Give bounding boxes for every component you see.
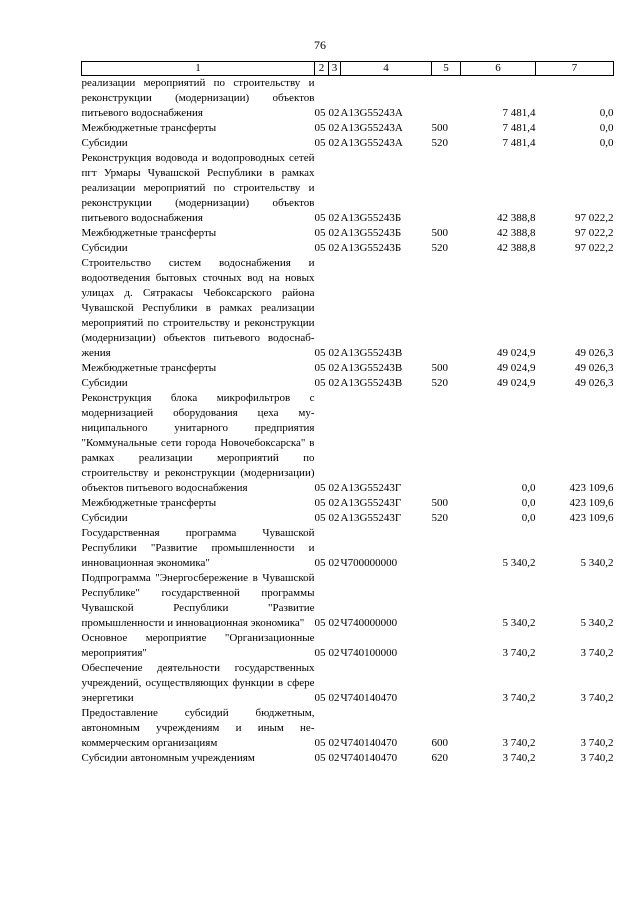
row-amount-year-2: 49 026,3: [575, 347, 614, 359]
row-subsection: 02: [328, 242, 340, 254]
row-subsection: 02: [328, 752, 340, 764]
row-amount-year-2: 423 109,6: [569, 512, 614, 524]
row-target-item: A13G55243Г: [340, 497, 402, 509]
column-header-expense-type: 5: [432, 62, 461, 76]
row-section: 05: [314, 497, 326, 509]
row-target-item: A13G55243Б: [340, 227, 402, 239]
row-expense-type: [432, 391, 461, 496]
row-name: Субсидии автономным учреждениям: [81, 752, 255, 764]
table-row: [82, 241, 614, 256]
row-target-item: A13G55243Б: [340, 212, 402, 224]
row-amount-year-2: 3 740,2: [580, 692, 614, 704]
row-target-item: Ч700000000: [340, 557, 398, 569]
row-name: Субсидии: [81, 512, 128, 524]
row-expense-type: 600: [431, 737, 448, 749]
row-name: Предоставление субсидий бюджетным, автономным учреждениям и иным некоммерческим организациям: [81, 707, 315, 749]
table-row: [82, 76, 614, 122]
table-row: [82, 391, 614, 496]
row-subsection: 02: [328, 347, 340, 359]
row-target-item: A13G55243В: [340, 377, 403, 389]
row-amount-year-2: 0,0: [599, 137, 614, 149]
table-row: [82, 571, 614, 631]
column-header-name: 1: [82, 62, 315, 76]
row-name: Основное мероприятие "Организационные мероприятия": [81, 632, 315, 659]
row-amount-year-2: 423 109,6: [569, 482, 614, 494]
table-row: [82, 751, 614, 766]
row-target-item: Ч740100000: [340, 647, 398, 659]
row-subsection: 02: [328, 482, 340, 494]
page-number: 76: [314, 38, 326, 52]
row-name: Межбюджетные трансферты: [81, 227, 217, 239]
table-row: [82, 361, 614, 376]
row-section: 05: [314, 347, 326, 359]
budget-table: [81, 61, 614, 766]
row-name: реализации мероприятий по строительству и реконструкции (модернизации) объектов питьевого водоснабжения: [81, 77, 315, 119]
table-row: [82, 226, 614, 241]
row-name: Обеспечение деятельности государственных учреждений, осуществляющих функции в сфере энергетики: [81, 662, 315, 704]
row-expense-type: 500: [431, 362, 448, 374]
row-name: Реконструкция блока микрофильтров с модернизацией оборудования цеха муниципального унитарного предприятия "Коммунальные сети города Новочебоксарска" в рамках реализации мероприятий по строительству и реконструкции (модернизации) объектов питьевого водоснабжения: [81, 392, 315, 494]
row-amount-year-1: 3 740,2: [502, 692, 536, 704]
row-expense-type: 520: [431, 377, 448, 389]
row-name: Субсидии: [81, 137, 128, 149]
table-row: [82, 496, 614, 511]
row-amount-year-2: 3 740,2: [580, 737, 614, 749]
row-expense-type: 500: [431, 122, 448, 134]
row-expense-type: 500: [431, 227, 448, 239]
row-section: 05: [314, 137, 326, 149]
column-header-target-item: 4: [341, 62, 432, 76]
row-expense-type: [432, 661, 461, 706]
row-subsection: 02: [328, 212, 340, 224]
row-target-item: A13G55243A: [340, 122, 403, 134]
row-section: 05: [314, 122, 326, 134]
row-target-item: A13G55243В: [340, 362, 403, 374]
row-name: Реконструкция водовода и водопроводных сетей пгт Урмары Чувашской Республики в рамках реализации мероприятий по строительству и реконструкции (модернизации) объектов питьевого водоснабжения: [81, 152, 315, 224]
row-subsection: 02: [328, 122, 340, 134]
row-amount-year-1: 3 740,2: [502, 647, 536, 659]
row-section: 05: [314, 242, 326, 254]
row-subsection: 02: [328, 557, 340, 569]
table-row: [82, 526, 614, 571]
row-section: 05: [314, 692, 326, 704]
row-amount-year-2: 3 740,2: [580, 647, 614, 659]
row-amount-year-2: 0,0: [599, 122, 614, 134]
row-subsection: 02: [328, 497, 340, 509]
row-name: Межбюджетные трансферты: [81, 122, 217, 134]
table-row: [82, 706, 614, 751]
row-section: 05: [314, 362, 326, 374]
row-amount-year-2: 5 340,2: [580, 617, 614, 629]
row-name: Подпрограмма "Энергосбережение в Чувашской Республике" государственной программы Чувашской Республики "Развитие промышленности и инновационная экономика": [81, 572, 315, 629]
row-target-item: A13G55243A: [340, 137, 403, 149]
row-subsection: 02: [328, 107, 340, 119]
row-section: 05: [314, 212, 326, 224]
row-name: Строительство систем водоснабжения и водоотведения бытовых сточных вод на новых улицах д. Сятракасы Чебоксарского района Чувашской Республики в рамках реализации мероприятий по строительству и реконструкции (модернизации) объектов питьевого водоснабжения: [81, 257, 315, 359]
row-name: Субсидии: [81, 242, 128, 254]
table-row: [82, 121, 614, 136]
row-amount-year-1: 5 340,2: [502, 617, 536, 629]
row-expense-type: [432, 76, 461, 122]
row-amount-year-1: 7 481,4: [502, 137, 536, 149]
table-row: [82, 631, 614, 661]
row-amount-year-1: 0,0: [521, 512, 536, 524]
row-section: 05: [314, 557, 326, 569]
table-row: [82, 511, 614, 526]
row-amount-year-1: 0,0: [521, 497, 536, 509]
row-target-item: A13G55243Г: [340, 482, 402, 494]
row-amount-year-1: 42 388,8: [497, 227, 536, 239]
row-section: 05: [314, 377, 326, 389]
column-header-amount-year-1: 6: [461, 62, 536, 76]
table-row: [82, 661, 614, 706]
header-row: [82, 62, 614, 76]
row-amount-year-2: 97 022,2: [575, 242, 614, 254]
row-target-item: Ч740000000: [340, 617, 398, 629]
row-section: 05: [314, 107, 326, 119]
row-target-item: A13G55243В: [340, 347, 403, 359]
row-target-item: Ч740140470: [340, 692, 398, 704]
row-target-item: A13G55243Б: [340, 242, 402, 254]
row-expense-type: 500: [431, 497, 448, 509]
row-amount-year-1: 49 024,9: [497, 347, 536, 359]
row-amount-year-2: 97 022,2: [575, 227, 614, 239]
row-amount-year-2: 49 026,3: [575, 362, 614, 374]
row-subsection: 02: [328, 377, 340, 389]
row-expense-type: 620: [431, 752, 448, 764]
row-section: 05: [314, 647, 326, 659]
row-expense-type: [432, 151, 461, 226]
row-expense-type: 520: [431, 137, 448, 149]
row-section: 05: [314, 512, 326, 524]
table-row: [82, 136, 614, 151]
row-subsection: 02: [328, 512, 340, 524]
row-expense-type: 520: [431, 512, 448, 524]
row-subsection: 02: [328, 737, 340, 749]
row-expense-type: 520: [431, 242, 448, 254]
row-amount-year-2: 97 022,2: [575, 212, 614, 224]
row-amount-year-2: 423 109,6: [569, 497, 614, 509]
row-amount-year-2: 5 340,2: [580, 557, 614, 569]
table-row: [82, 151, 614, 226]
row-name: Субсидии: [81, 377, 128, 389]
row-name: Межбюджетные трансферты: [81, 362, 217, 374]
row-target-item: Ч740140470: [340, 737, 398, 749]
row-expense-type: [432, 631, 461, 661]
row-amount-year-2: 0,0: [599, 107, 614, 119]
row-amount-year-1: 5 340,2: [502, 557, 536, 569]
row-section: 05: [314, 617, 326, 629]
row-name: Межбюджетные трансферты: [81, 497, 217, 509]
row-amount-year-1: 42 388,8: [497, 242, 536, 254]
row-target-item: A13G55243A: [340, 107, 403, 119]
row-amount-year-2: 49 026,3: [575, 377, 614, 389]
table-row: [82, 376, 614, 391]
row-section: 05: [314, 227, 326, 239]
row-name: Государственная программа Чувашской Республики "Развитие промышленности и инновационная экономика": [81, 527, 315, 569]
row-amount-year-1: 49 024,9: [497, 377, 536, 389]
row-target-item: A13G55243Г: [340, 512, 402, 524]
row-subsection: 02: [328, 227, 340, 239]
row-expense-type: [432, 571, 461, 631]
row-amount-year-1: 3 740,2: [502, 752, 536, 764]
row-expense-type: [432, 526, 461, 571]
row-subsection: 02: [328, 362, 340, 374]
row-section: 05: [314, 752, 326, 764]
row-amount-year-1: 49 024,9: [497, 362, 536, 374]
row-amount-year-1: 3 740,2: [502, 737, 536, 749]
row-subsection: 02: [328, 137, 340, 149]
row-subsection: 02: [328, 692, 340, 704]
row-subsection: 02: [328, 647, 340, 659]
row-section: 05: [314, 737, 326, 749]
row-amount-year-1: 7 481,4: [502, 122, 536, 134]
row-expense-type: [432, 256, 461, 361]
column-header-subsection: 3: [329, 62, 341, 76]
row-amount-year-1: 0,0: [521, 482, 536, 494]
table-row: [82, 256, 614, 361]
row-target-item: Ч740140470: [340, 752, 398, 764]
row-amount-year-2: 3 740,2: [580, 752, 614, 764]
row-amount-year-1: 42 388,8: [497, 212, 536, 224]
row-section: 05: [314, 482, 326, 494]
row-subsection: 02: [328, 617, 340, 629]
column-header-section: 2: [315, 62, 329, 76]
row-amount-year-1: 7 481,4: [502, 107, 536, 119]
column-header-amount-year-2: 7: [536, 62, 614, 76]
